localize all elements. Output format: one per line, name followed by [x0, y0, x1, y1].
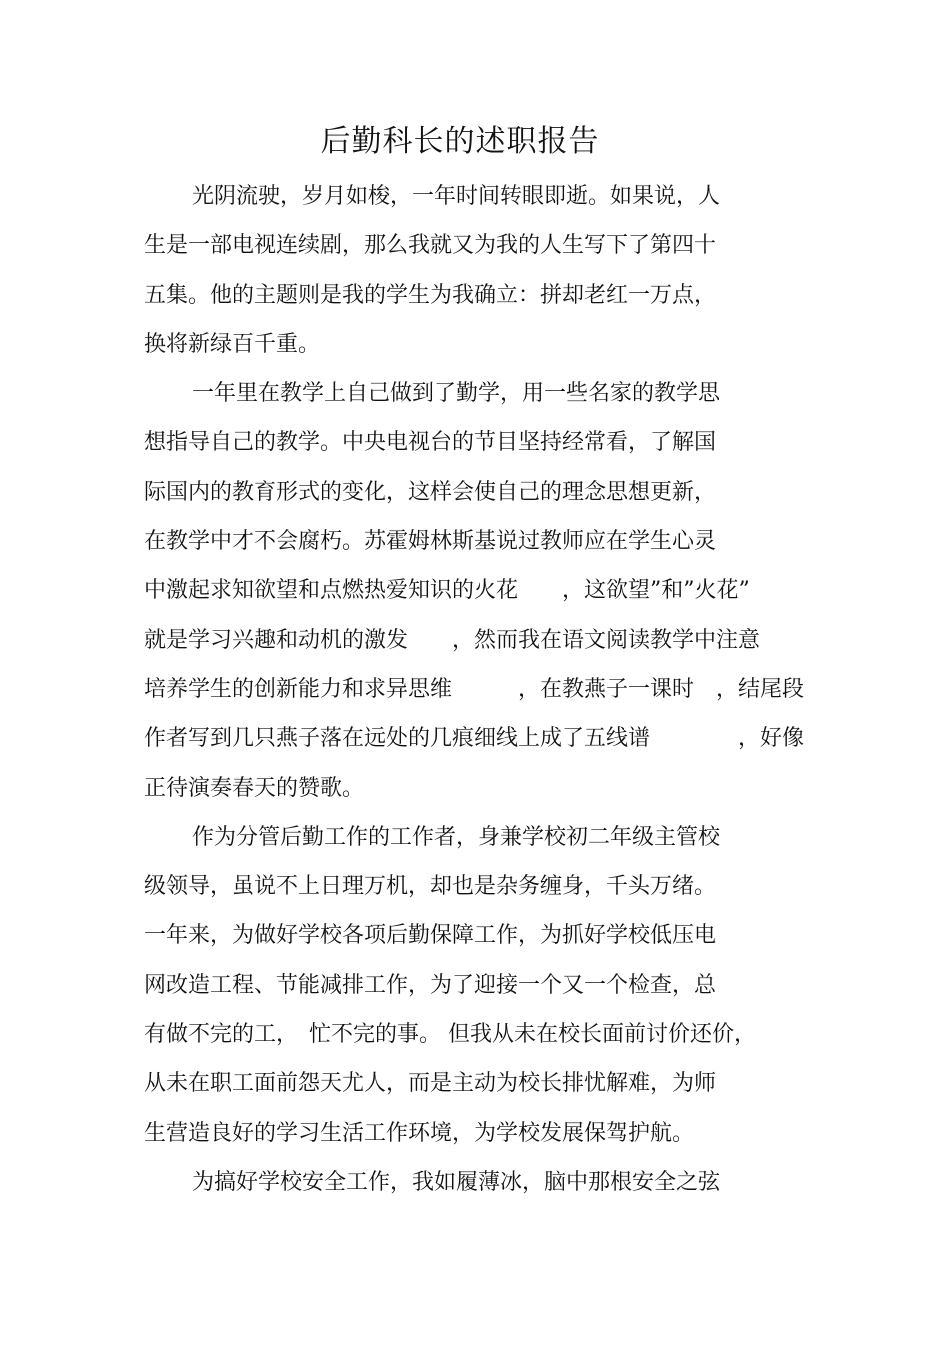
- text-line: 想指导自己的教学。中央电视台的节目坚持经常看，了解国: [144, 430, 717, 456]
- text-line: 正待演奏春天的赞歌。: [144, 775, 365, 801]
- text-line: 中激起求知欲望和点燃热爱知识的火花 ，这欲望”和”火花”: [144, 578, 750, 604]
- text-line: 生是一部电视连续剧，那么我就又为我的人生写下了第四十: [144, 233, 717, 259]
- document-title: 后勤科长的述职报告: [320, 124, 600, 159]
- text-line: 就是学习兴趣和动机的激发 ，然而我在语文阅读教学中注意: [144, 627, 761, 653]
- text-line: 换将新绿百千重。: [144, 331, 321, 357]
- text-line: 光阴流驶，岁月如梭，一年时间转眼即逝。如果说，人: [192, 184, 721, 209]
- text-line: 为搞好学校安全工作，我如履薄冰，脑中那根安全之弦: [192, 1169, 721, 1195]
- document-body: [144, 172, 864, 1207]
- text-line: 一年里在教学上自己做到了勤学，用一些名家的教学思: [192, 381, 721, 407]
- text-line: 培养学生的创新能力和求异思维 ，在教燕子一课时 ，结尾段: [144, 676, 805, 702]
- text-line: 从未在职工面前怨天尤人，而是主动为校长排忧解难，为师: [144, 1071, 717, 1097]
- text-line: 一年来，为做好学校各项后勤保障工作，为抓好学校低压电: [144, 923, 717, 949]
- text-line: 级领导，虽说不上日理万机，却也是杂务缠身，千头万绪。: [144, 874, 717, 900]
- text-line: 有做不完的工， 忙不完的事。 但我从未在校长面前讨价还价，: [144, 1022, 756, 1048]
- text-line: 作者写到几只燕子落在远处的几痕细线上成了五线谱 ，好像: [144, 726, 805, 752]
- text-line: 五集。他的主题则是我的学生为我确立：拼却老红一万点，: [144, 282, 717, 308]
- text-line: 在教学中才不会腐朽。苏霍姆林斯基说过教师应在学生心灵: [144, 529, 717, 555]
- text-line: 作为分管后勤工作的工作者，身兼学校初二年级主管校: [192, 824, 721, 850]
- text-line: 生营造良好的学习生活工作环境，为学校发展保驾护航。: [144, 1120, 695, 1146]
- text-line: 际国内的教育形式的变化，这样会使自己的理念思想更新，: [144, 479, 717, 505]
- text-line: 网改造工程、节能减排工作，为了迎接一个又一个检查，总: [144, 972, 717, 998]
